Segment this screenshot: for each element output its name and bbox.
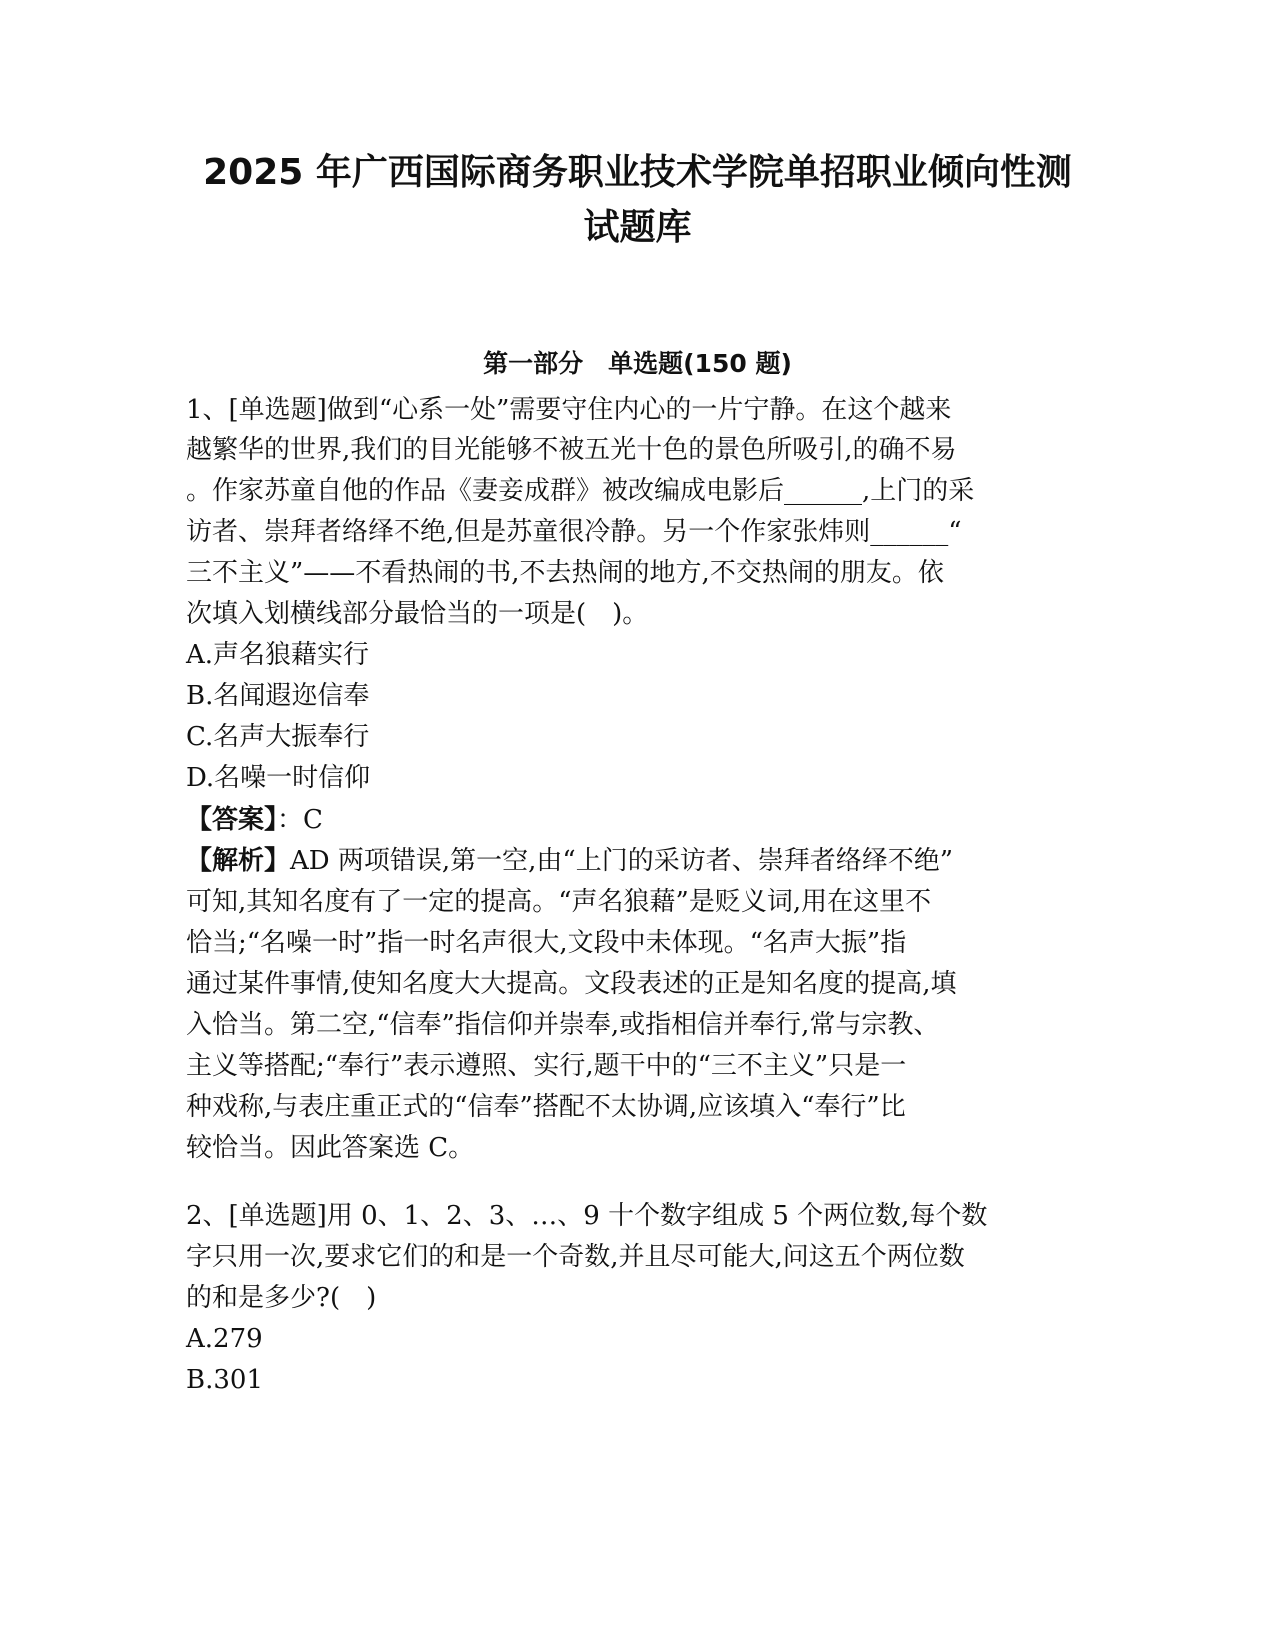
question-1-analysis-line: 通过某件事情,使知名度大大提高。文段表述的正是知名度的提高,填 bbox=[186, 969, 957, 999]
question-1-analysis-line: 较恰当。因此答案选 C。 bbox=[186, 1133, 475, 1163]
document-title-line-1: 2025 年广西国际商务职业技术学院单招职业倾向性测 bbox=[203, 152, 1072, 193]
question-1-stem-line: 访者、崇拜者络绎不绝,但是苏童很冷静。另一个作家张炜则______“ bbox=[186, 517, 962, 547]
question-1-option-c: C.名声大振奉行 bbox=[186, 722, 370, 752]
question-2-option-b: B.301 bbox=[186, 1365, 263, 1395]
analysis-text: AD 两项错误,第一空,由“上门的采访者、崇拜者络绎不绝” bbox=[290, 846, 954, 876]
question-2-stem-line: 字只用一次,要求它们的和是一个奇数,并且尽可能大,问这五个两位数 bbox=[186, 1242, 965, 1272]
question-1-analysis-line: 入恰当。第二空,“信奉”指信仰并崇奉,或指相信并奉行,常与宗教、 bbox=[186, 1010, 940, 1040]
analysis-label: 【解析】 bbox=[186, 846, 291, 876]
question-1-option-a: A.声名狼藉实行 bbox=[186, 640, 370, 670]
question-1-stem-line: 三不主义”——不看热闹的书,不去热闹的地方,不交热闹的朋友。依 bbox=[186, 558, 944, 588]
question-2-stem-line: 的和是多少?( ) bbox=[186, 1283, 377, 1313]
question-1-analysis-line: 恰当;“名噪一时”指一时名声很大,文段中未体现。“名声大振”指 bbox=[186, 928, 907, 958]
question-1-analysis-line: 种戏称,与表庄重正式的“信奉”搭配不太协调,应该填入“奉行”比 bbox=[186, 1092, 906, 1122]
answer-label: 【答案】 bbox=[186, 805, 278, 835]
question-1-stem-line: 1、[单选题]做到“心系一处”需要守住内心的一片宁静。在这个越来 bbox=[186, 395, 952, 425]
question-1-option-d: D.名噪一时信仰 bbox=[186, 763, 371, 793]
question-1-option-b: B.名闻遐迩信奉 bbox=[186, 681, 370, 711]
question-1-answer bbox=[186, 802, 323, 838]
question-1-analysis-line: 主义等搭配;“奉行”表示遵照、实行,题干中的“三不主义”只是一 bbox=[186, 1051, 907, 1081]
question-1-stem-line: 越繁华的世界,我们的目光能够不被五光十色的景色所吸引,的确不易 bbox=[186, 435, 957, 465]
section-heading: 第一部分 单选题(150 题) bbox=[483, 349, 792, 378]
question-1-analysis-line bbox=[186, 843, 953, 879]
question-1-stem-line: 。作家苏童自他的作品《妻妾成群》被改编成电影后______,上门的采 bbox=[186, 476, 975, 506]
question-1-stem-line: 次填入划横线部分最恰当的一项是( )。 bbox=[186, 599, 649, 629]
document-title-line-2: 试题库 bbox=[583, 207, 692, 248]
question-1-analysis-line: 可知,其知名度有了一定的提高。“声名狼藉”是贬义词,用在这里不 bbox=[186, 887, 932, 917]
answer-value: ：C bbox=[277, 805, 323, 835]
question-2-stem-line: 2、[单选题]用 0、1、2、3、…、9 十个数字组成 5 个两位数,每个数 bbox=[186, 1201, 988, 1231]
question-2-option-a: A.279 bbox=[186, 1324, 263, 1354]
